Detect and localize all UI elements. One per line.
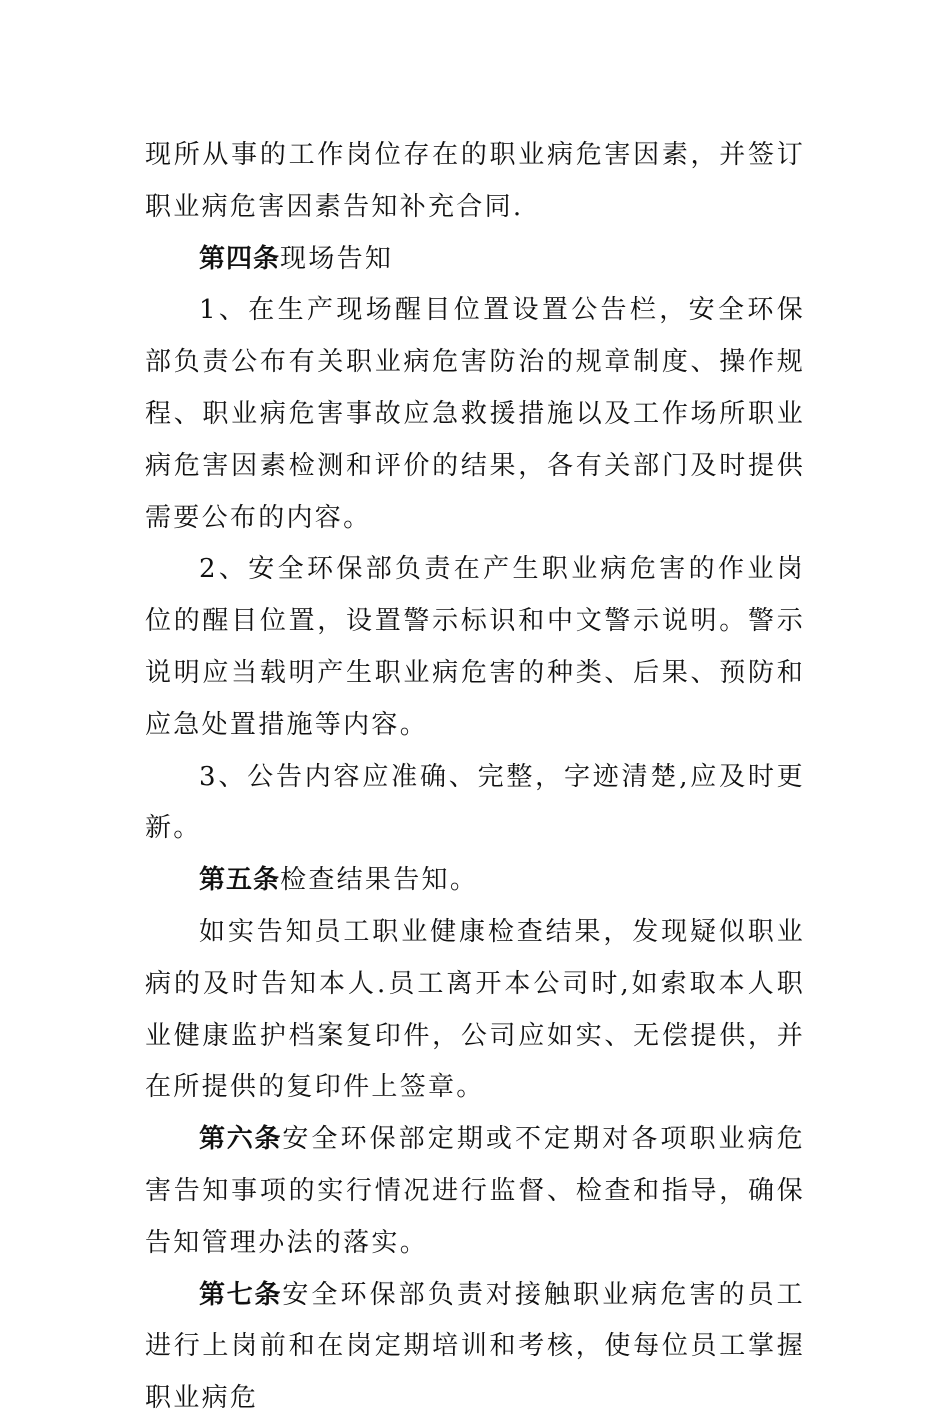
paragraph-text: 3、公告内容应准确、完整，字迹清楚,应及时更新。 (145, 761, 805, 844)
item-2-paragraph (145, 544, 805, 751)
paragraph-text: 现场告知 (280, 243, 394, 274)
article-7-paragraph (145, 1270, 805, 1425)
paragraph-text: 安全环保部定期或不定期对各项职业病危害告知事项的实行情况进行监督、检查和指导，确保告知管理办法的落实。 (145, 1124, 805, 1258)
paragraph-text: 1、在生产现场醒目位置设置公告栏，安全环保部负责公布有关职业病危害防治的规章制度、操作规程、职业病危害事故应急救援措施以及工作场所职业病危害因素检测和评价的结果，各有关部门及时提供需要公布的内容。 (145, 295, 805, 533)
article-heading: 第四条 (199, 243, 281, 274)
document-body (145, 130, 805, 1425)
article-heading: 第六条 (199, 1124, 283, 1155)
item-3-paragraph (145, 752, 805, 856)
article-5-paragraph (145, 855, 805, 907)
article-heading: 第五条 (199, 865, 281, 896)
article-6-paragraph (145, 1114, 805, 1269)
paragraph-text: 如实告知员工职业健康检查结果，发现疑似职业病的及时告知本人.员工离开本公司时,如索取本人职业健康监护档案复印件，公司应如实、无偿提供，并在所提供的复印件上签章。 (145, 916, 805, 1103)
paragraph-continuation (145, 130, 805, 234)
exam-result-paragraph (145, 907, 805, 1114)
paragraph-text: 现所从事的工作岗位存在的职业病危害因素，并签订职业病危害因素告知补充合同. (145, 140, 805, 222)
item-1-paragraph (145, 285, 805, 544)
paragraph-text: 2、安全环保部负责在产生职业病危害的作业岗位的醒目位置，设置警示标识和中文警示说明。警示说明应当载明产生职业病危害的种类、后果、预防和应急处置措施等内容。 (145, 554, 805, 740)
paragraph-text: 检查结果告知。 (280, 865, 479, 896)
paragraph-text: 安全环保部负责对接触职业病危害的员工进行上岗前和在岗定期培训和考核，使每位员工掌握职业病危 (145, 1279, 805, 1414)
article-4-paragraph (145, 234, 805, 286)
article-heading: 第七条 (199, 1279, 283, 1310)
